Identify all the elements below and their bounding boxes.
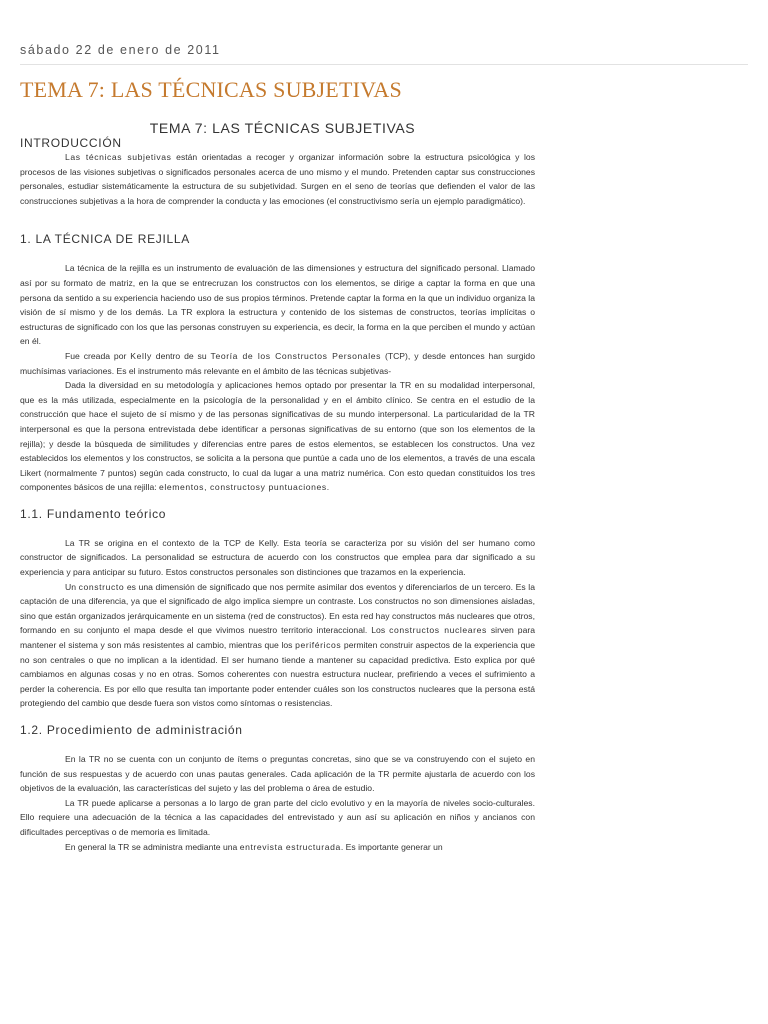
text-run: En general la TR se administra mediante una — [65, 841, 240, 852]
procedimiento-paragraph-1: En la TR no se cuenta con un conjunto de ítems o preguntas concretas, sino que se va construyendo con el sujeto en función de sus respuestas y de acuerdo con unas pautas generales. Cada aplicación de la TR permite ajustarla de acuerdo con los objetivos de la evaluación, las características del sujeto y las del problema o área de estudio. — [20, 754, 535, 794]
intro-paragraph — [20, 150, 535, 208]
text-run: y desde entonces han surgido muchísimas variaciones. Es el instrumento más relevante en el ámbito de las técnicas subjetivas- — [20, 350, 535, 376]
fundamento-paragraph-2 — [20, 580, 535, 711]
text-run: (TCP), — [381, 350, 415, 361]
fundamento-paragraph-1: La TR se origina en el contexto de la TCP de Kelly. Esta teoría se caracteriza por su visión del ser humano como constructor de significados. La personalidad se estructura de acuerdo con los constructos que emplea para dar significado a su experiencia y para anticipar su futuro. Estos constructos personales son distinciones que trazamos en la experiencia. — [20, 537, 535, 578]
text-run: Dada la diversidad en su metodología y aplicaciones hemos optado por presentar la TR en su modalidad interpersonal, que es la más utilizada, especialmente en la psicología de la personalidad y en el ámbito clínico. Se centra en el estudio de la construcción que hace el sujeto de sí mismo y de las personas significativas de su mundo interpersonal. La particularidad de la TR interpersonal es que la persona entrevistada debe identificar a personas significativas de su entorno (que son los elementos de la rejilla); y desde la búsqueda de similitudes y diferencias entre pares de estos elementos, se establecen los constructos. Una vez establecidos los elementos y los constructos, se solicita a la persona que puntúe a cada uno de los elementos, a través de una escala Likert (normalmente 7 puntos) según cada constructo, lo cual da lugar a una matriz numérica. Con esto quedan constituidos los tres componentes básicos de una rejilla: — [20, 380, 535, 493]
text-run: permiten construir aspectos de la experiencia que no son centrales o que no implican a la identidad. El ser humano tiende a mantener su capacidad predictiva. Esto explica por qué cambiamos en algunas cosas y no en otras. Somos coherentes con nuestra estructura nuclear, prefiriendo a veces el sufrimiento a perder la coherencia. Es por ello que resulta tan importante poder entender cuáles son los constructos nucleares que la persona está protegiendo del cambio que desde fuera son vistos como síntomas o resistencias. — [20, 640, 535, 709]
kelly-emphasis: Kelly — [130, 350, 152, 361]
nucleares-emphasis: constructos nucleares — [389, 625, 487, 636]
rejilla-paragraph-3 — [20, 378, 535, 495]
intro-emphasis: Las técnicas subjetivas — [65, 152, 172, 162]
section-heading-fundamento: 1.1. Fundamento teórico — [20, 506, 167, 521]
text-run: Fue creada por — [65, 350, 131, 361]
section-heading-rejilla: 1. LA TÉCNICA DE REJILLA — [20, 232, 190, 247]
text-run: . Es importante generar un — [340, 841, 443, 852]
article-body — [20, 120, 535, 854]
post-title[interactable]: TEMA 7: LAS TÉCNICAS SUBJETIVAS — [20, 77, 402, 102]
procedimiento-paragraph-2: La TR puede aplicarse a personas a lo largo de gran parte del ciclo evolutivo y en la mayoría de niveles socio-culturales. Ello requiere una adecuación de la técnica a las capacidades del entrevistado y aun así su aplicación en niños y ancianos con dificultades perceptivas o de memoria es limitada. — [20, 797, 535, 837]
text-run: Un — [65, 581, 79, 592]
components-emphasis: elementos, constructosy puntuaciones. — [159, 482, 330, 493]
post-date: sábado 22 de enero de 2011 — [20, 43, 221, 57]
perifericos-emphasis: periféricos — [295, 640, 342, 651]
text-run: es una dimensión de significado que nos permite asimilar dos eventos y diferenciarlos de un tercero. Es la captación de una diferencia, ya que el significado de algo implica siempre un contraste. Los constructos no son dimensiones aisladas, sino que están organizados jerárquicamente en un sistema (red de constructos). En esta red hay constructos más nucleares que otros, formando en su conjunto el mapa desde el que vivimos nuestro territorio interaccional. Los — [20, 581, 535, 636]
intro-text: están orientadas a recoger y organizar información sobre la estructura psicológica y los procesos de las visiones subjetivas o significados personales acerca de uno mismo y el mundo. Pretenden captar sus construcciones personales, estudiar sistemáticamente la estructura de su subjetividad. Surgen en el seno de teorías que defienden el valor de las construcciones subjetivas a la hora de comprender la conducta y las emociones (el constructivismo sería un ejemplo paradigmático). — [20, 152, 536, 206]
rejilla-paragraph-1: La técnica de la rejilla es un instrumento de evaluación de las dimensiones y estructura del significado personal. Llamado así por su formato de matriz, en la que se entrecruzan los constructos con los elementos, se dirige a captar la forma en que una persona da sentido a su experiencia haciendo uso de sus propios términos. Pretende captar la forma en la que un individuo organiza la visión de sí mismo y de los demás. La TR explora la estructura y contenido de los sistemas de constructos, teorías implícitas o estructuras de significado con los que las personas construyen su experiencia, es decir, la forma en la que perciben el mundo y actúan en él. — [20, 263, 535, 347]
text-run: dentro de su — [151, 350, 211, 361]
tcp-emphasis: Teoría de los Constructos Personales — [210, 350, 382, 361]
text-run: sirven para mantener el sistema y son más resistentes al cambio, mientras que los — [20, 625, 535, 651]
article-subtitle: TEMA 7: LAS TÉCNICAS SUBJETIVAS — [149, 120, 416, 136]
constructo-emphasis: constructo — [78, 581, 125, 592]
section-heading-procedimiento: 1.2. Procedimiento de administración — [20, 723, 243, 737]
procedimiento-paragraph-3 — [20, 840, 535, 855]
entrevista-emphasis: entrevista estructurada — [239, 841, 341, 852]
rejilla-paragraph-2 — [20, 349, 535, 378]
intro-heading: INTRODUCCIÓN — [20, 136, 122, 150]
header-divider — [20, 64, 748, 65]
